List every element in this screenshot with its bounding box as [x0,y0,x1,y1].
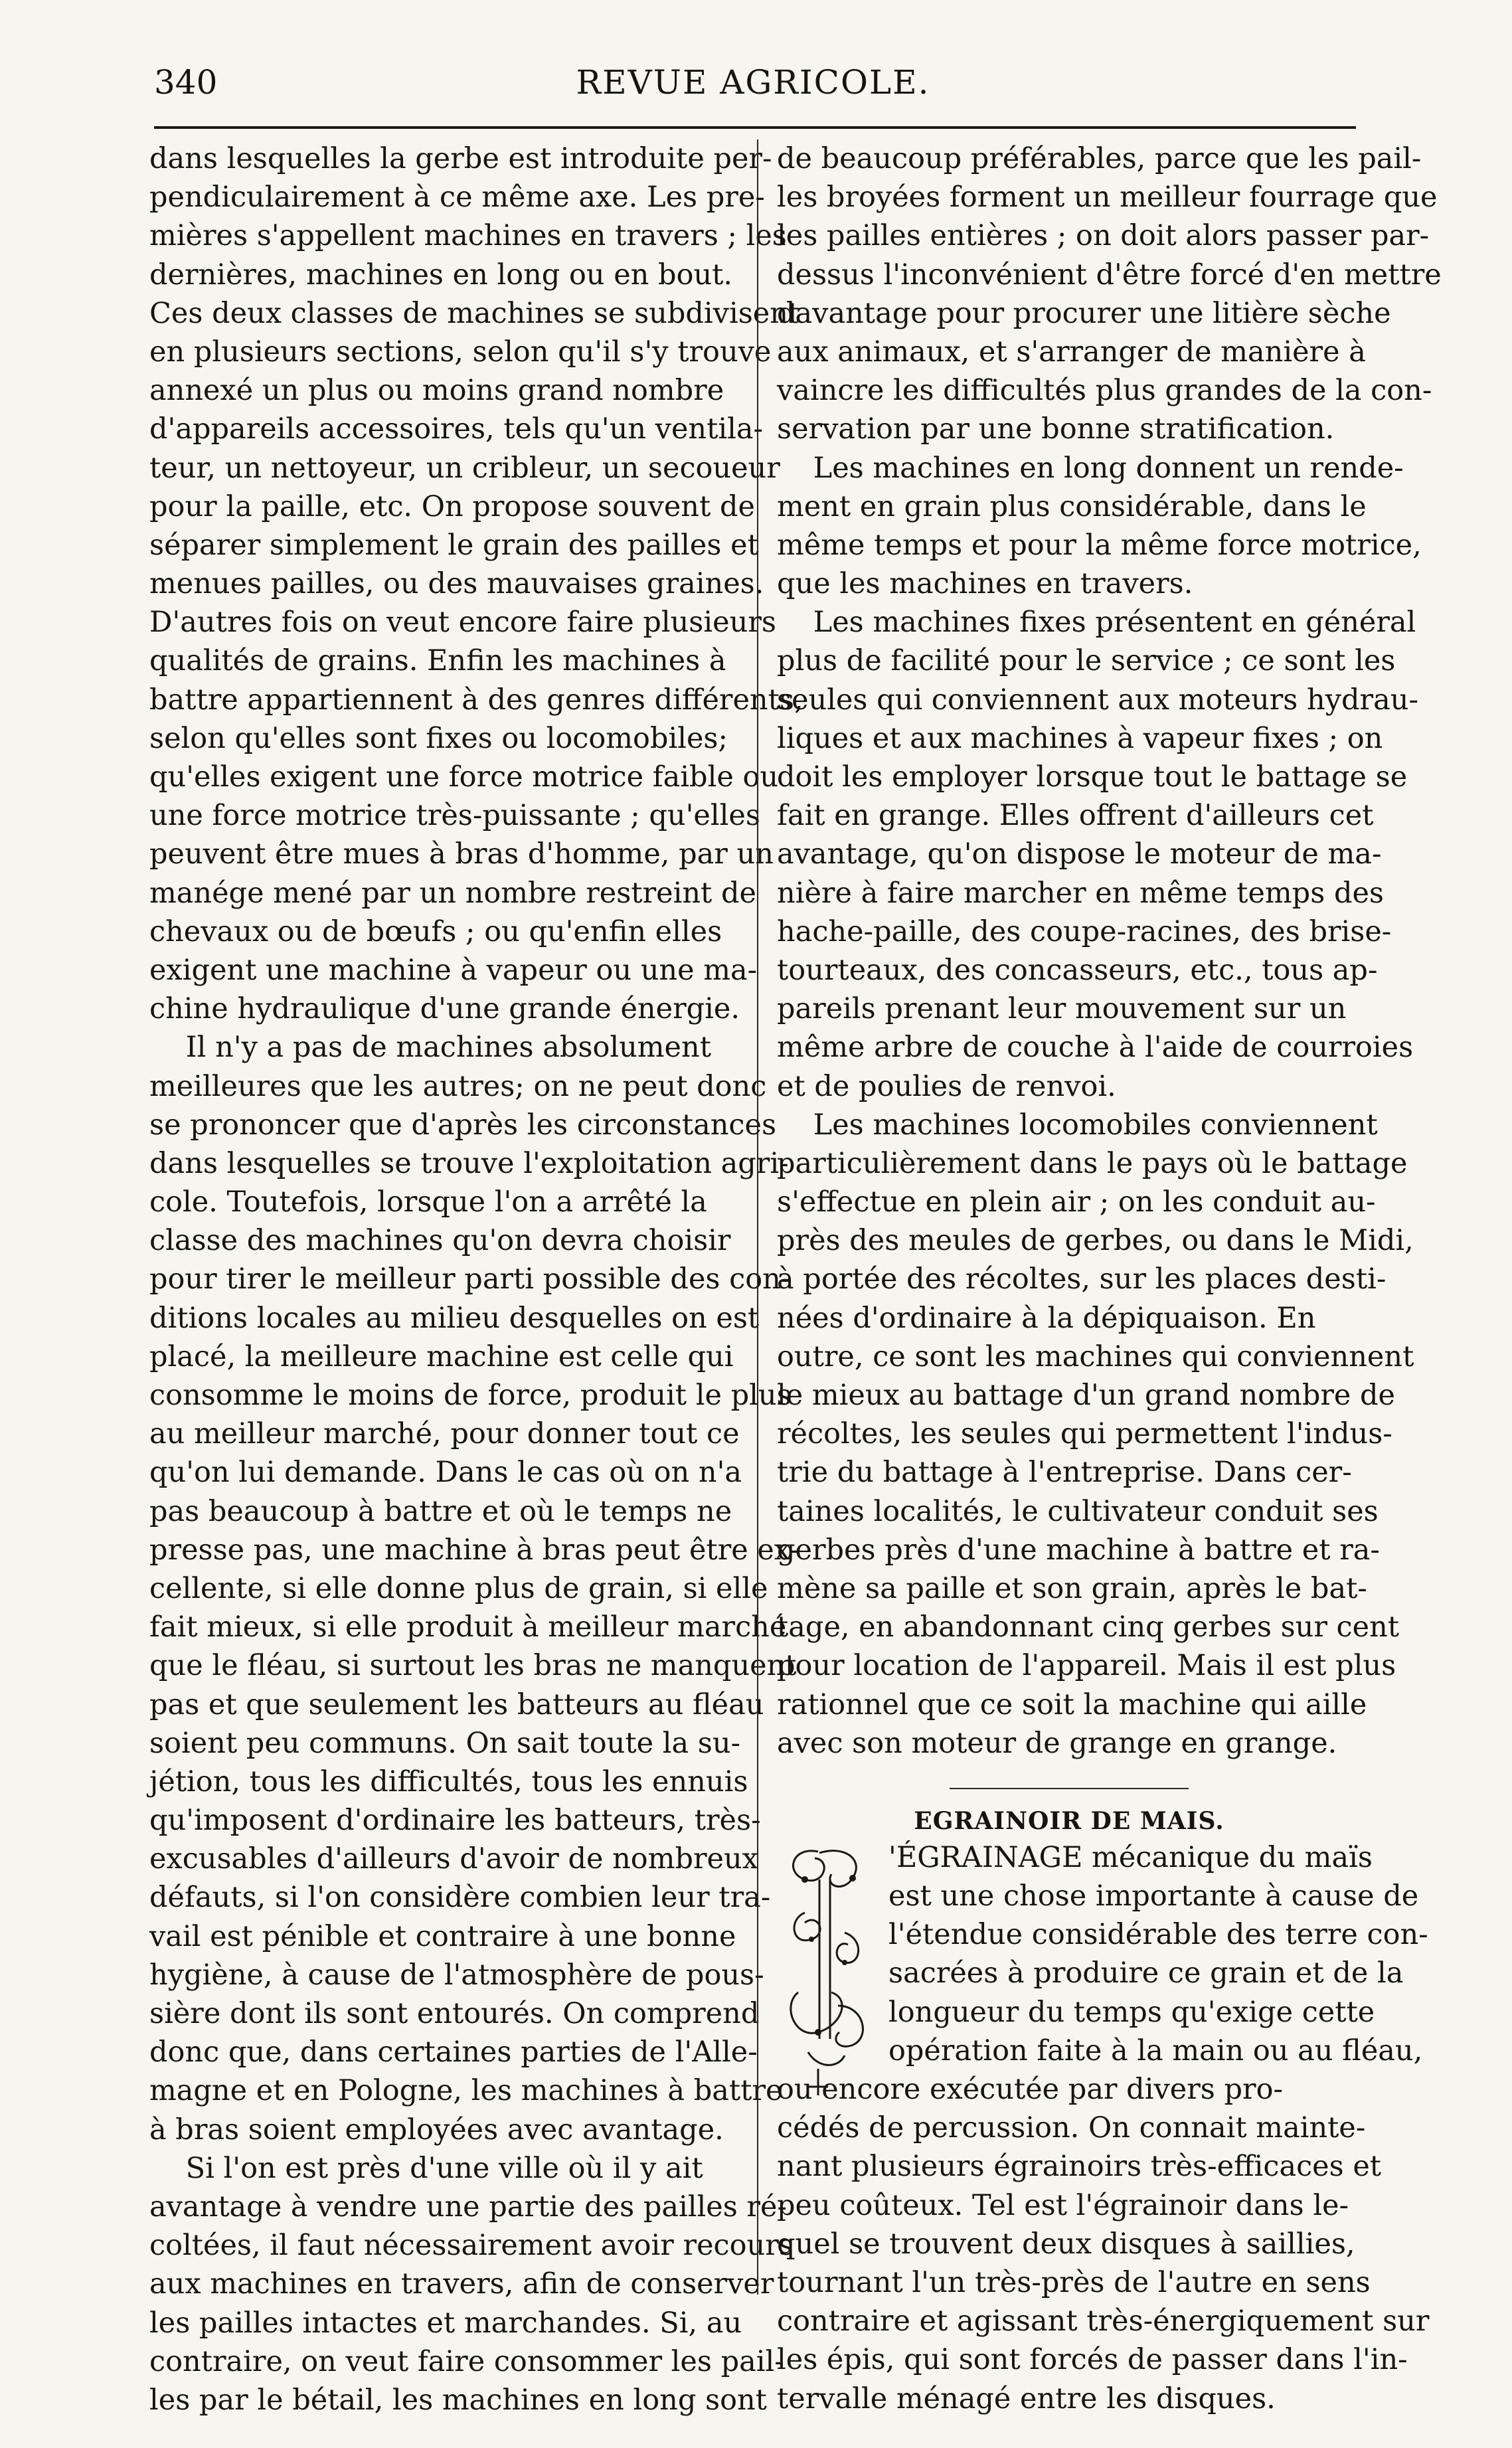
text-line: tervalle ménagé entre les disques. [777,2382,1276,2415]
right-column [777,139,1442,2418]
text-line: même arbre de couche à l'aide de courroies [777,1031,1414,1065]
text-line: D'autres fois on veut encore faire plusieurs [149,606,776,640]
text-line: manége mené par un nombre restreint de [149,876,756,910]
text-line: dernières, machines en long ou en bout. [149,258,733,292]
text-line: coltées, il faut nécessairement avoir recours [149,2229,794,2263]
text-line: que le fléau, si surtout les bras ne manquent [149,1649,797,1683]
text-line: pendiculairement à ce même axe. Les pre- [149,181,765,215]
text-line: qu'imposent d'ordinaire les batteurs, très- [149,1804,761,1838]
text-line: nière à faire marcher en même temps des [777,876,1384,910]
text-line: cellente, si elle donne plus de grain, si elle [149,1571,768,1605]
text-line: qu'elles exigent une force motrice faible ou [149,760,779,794]
text-line: taines localités, le cultivateur conduit ses [777,1494,1379,1528]
section-rule [950,1788,1189,1789]
text-line: quel se trouvent deux disques à saillies, [777,2227,1355,2261]
text-line: les par le bétail, les machines en long sont [149,2383,767,2417]
text-line: magne et en Pologne, les machines à battre [149,2074,783,2108]
text-line: d'appareils accessoires, tels qu'un ventila- [149,412,764,446]
text-line: pour tirer le meilleur parti possible des con- [149,1263,791,1296]
page-number: 340 [154,63,218,102]
text-line: Il n'y a pas de machines absolument [149,1031,711,1065]
text-line: mières s'appellent machines en travers ; les [149,219,787,253]
text-line: gerbes près d'une machine à battre et ra- [777,1533,1380,1567]
text-line: tourteaux, des concasseurs, etc., tous ap- [777,953,1378,987]
text-line: hygiène, à cause de l'atmosphère de pous- [149,1958,764,1992]
text-line: Les machines fixes présentent en général [777,606,1416,640]
text-line: annexé un plus ou moins grand nombre [149,374,724,408]
text-line: dans lesquelles se trouve l'exploitation agri- [149,1146,789,1180]
text-line: les broyées forment un meilleur fourrage que [777,181,1438,215]
text-line: au meilleur marché, pour donner tout ce [149,1417,740,1451]
text-line: cédés de percussion. On connait mainte- [777,2111,1366,2145]
text-line: nant plusieurs égrainoirs très-efficaces et [777,2150,1382,2184]
text-line: longueur du temps qu'exige cette [888,1995,1375,2029]
text-line: l'étendue considérable des terre con- [888,1918,1428,1952]
text-line: dessus l'inconvénient d'être forcé d'en mettre [777,258,1442,292]
text-line: pas beaucoup à battre et où le temps ne [149,1494,732,1528]
text-line: se prononcer que d'après les circonstances [149,1108,777,1142]
left-column [149,139,803,2419]
text-line: classe des machines qu'on devra choisir [149,1224,731,1258]
text-line: 'ÉGRAINAGE mécanique du maïs [888,1840,1373,1874]
section-paragraph [777,2070,1430,2418]
text-line: avantage, qu'on dispose le moteur de ma- [777,837,1382,871]
text-line: seules qui conviennent aux moteurs hydrau- [777,683,1418,717]
text-line: battre appartiennent à des genres différents, [149,683,803,717]
text-line: récoltes, les seules qui permettent l'indus- [777,1417,1392,1451]
text-line: hache-paille, des coupe-racines, des brise- [777,915,1392,948]
text-line: Les machines locomobiles conviennent [777,1108,1378,1142]
text-line: outre, ce sont les machines qui conviennent [777,1340,1414,1373]
text-line: avec son moteur de grange en grange. [777,1726,1337,1760]
column-divider [757,139,758,2295]
text-line: teur, un nettoyeur, un cribleur, un secoueur [149,451,780,485]
text-line: menues pailles, ou des mauvaises graines. [149,567,764,601]
text-line: ment en grain plus considérable, dans le [777,489,1367,523]
text-line: Ces deux classes de machines se subdivisent [149,296,800,330]
text-line: une force motrice très-puissante ; qu'elles [149,799,760,833]
text-line: peu coûteux. Tel est l'égrainoir dans le- [777,2188,1349,2222]
text-line: de beaucoup préférables, parce que les pail- [777,142,1422,175]
text-line: même temps et pour la même force motrice, [777,528,1422,562]
text-line: servation par une bonne stratification. [777,412,1335,446]
text-line: sacrées à produire ce grain et de la [888,1957,1404,1990]
text-line: nées d'ordinaire à la dépiquaison. En [777,1301,1316,1335]
text-line: Les machines en long donnent un rende- [777,451,1404,485]
section-body [777,1838,1430,2418]
text-line: particulièrement dans le pays où le battage [777,1146,1408,1180]
text-line: tage, en abandonnant cinq gerbes sur cent [777,1611,1400,1644]
text-line: sière dont ils sont entourés. On comprend [149,1997,760,2030]
text-line: excusables d'ailleurs d'avoir de nombreux [149,1842,758,1876]
header-rule [154,126,1356,129]
text-line: consomme le moins de force, produit le plus [149,1379,792,1412]
text-line: et de poulies de renvoi. [777,1069,1116,1103]
text-line: exigent une machine à vapeur ou une ma- [149,953,758,987]
text-line: donc que, dans certaines parties de l'Alle- [149,2036,758,2069]
text-line: soient peu communs. On sait toute la su- [149,1726,741,1760]
text-line: trie du battage à l'entreprise. Dans cer- [777,1456,1352,1490]
text-line: pour location de l'appareil. Mais il est plus [777,1649,1396,1683]
text-line: selon qu'elles sont fixes ou locomobiles; [149,721,728,755]
text-line: ditions locales au milieu desquelles on est [149,1301,760,1335]
text-line: placé, la meilleure machine est celle qui [149,1340,734,1373]
text-line: s'effectue en plein air ; on les conduit au- [777,1185,1376,1219]
text-line: fait mieux, si elle produit à meilleur marché [149,1611,787,1644]
text-line: aux animaux, et s'arranger de manière à [777,335,1366,369]
text-line: mène sa paille et son grain, après le bat- [777,1571,1367,1605]
text-line: cole. Toutefois, lorsque l'on a arrêté la [149,1185,707,1219]
text-line: les pailles entières ; on doit alors passer par- [777,219,1430,253]
text-line: chine hydraulique d'une grande énergie. [149,992,740,1026]
text-line: peuvent être mues à bras d'homme, par un [149,837,774,871]
text-line: près des meules de gerbes, ou dans le Midi, [777,1224,1414,1258]
text-line: chevaux ou de bœufs ; ou qu'enfin elles [149,915,722,948]
text-line: opération faite à la main ou au fléau, [888,2034,1423,2067]
right-column-text [777,139,1442,1763]
text-line: à bras soient employées avec avantage. [149,2113,724,2146]
section-title: EGRAINOIR DE MAIS. [914,1806,1224,1835]
text-line: les pailles intactes et marchandes. Si, au [149,2306,742,2340]
text-line: fait en grange. Elles offrent d'ailleurs cet [777,799,1374,833]
text-line: plus de facilité pour le service ; ce sont les [777,644,1396,678]
text-line: en plusieurs sections, selon qu'il s'y trouve [149,335,772,369]
text-line: séparer simplement le grain des pailles et [149,528,759,562]
text-line: presse pas, une machine à bras peut être ex- [149,1533,799,1567]
text-line: jétion, tous les difficultés, tous les ennuis [149,1765,748,1798]
text-line: contraire et agissant très-énergiquement sur [777,2305,1430,2338]
left-column-text [149,139,803,2419]
text-line: ou encore exécutée par divers pro- [777,2073,1283,2106]
text-line: dans lesquelles la gerbe est introduite per- [149,142,772,175]
text-line: à portée des récoltes, sur les places desti- [777,1263,1386,1296]
text-line: contraire, on veut faire consommer les pail- [149,2344,784,2378]
text-line: défauts, si l'on considère combien leur tra- [149,1881,771,1915]
text-line: davantage pour procurer une litière sèche [777,296,1391,330]
text-line: pas et que seulement les batteurs au fléau [149,1688,764,1721]
text-line: les épis, qui sont forcés de passer dans l'in- [777,2343,1408,2377]
text-line: avantage à vendre une partie des pailles ré- [149,2190,787,2224]
decorative-initial-l-icon [778,1840,878,2099]
text-line: pour la paille, etc. On propose souvent de [149,489,755,523]
page-header [154,63,1352,123]
text-line: le mieux au battage d'un grand nombre de [777,1379,1395,1412]
text-line: qualités de grains. Enfin les machines à [149,644,726,678]
text-line: pareils prenant leur mouvement sur un [777,992,1347,1026]
text-line: vaincre les difficultés plus grandes de la con- [777,374,1432,408]
text-line: est une chose importante à cause de [888,1880,1419,1913]
text-line: qu'on lui demande. Dans le cas où on n'a [149,1456,742,1490]
text-line: Si l'on est près d'une ville où il y ait [149,2151,703,2185]
text-line: aux machines en travers, afin de conserver [149,2267,774,2301]
text-line: vail est pénible et contraire à une bonne [149,1919,736,1953]
running-title: REVUE AGRICOLE. [576,63,930,102]
text-line: que les machines en travers. [777,567,1193,601]
text-line: liques et aux machines à vapeur fixes ; on [777,721,1383,755]
text-line: rationnel que ce soit la machine qui aille [777,1688,1367,1721]
text-line: tournant l'un très-près de l'autre en sens [777,2265,1371,2299]
text-line: doit les employer lorsque tout le battage se [777,760,1408,794]
text-line: meilleures que les autres; on ne peut donc [149,1069,767,1103]
